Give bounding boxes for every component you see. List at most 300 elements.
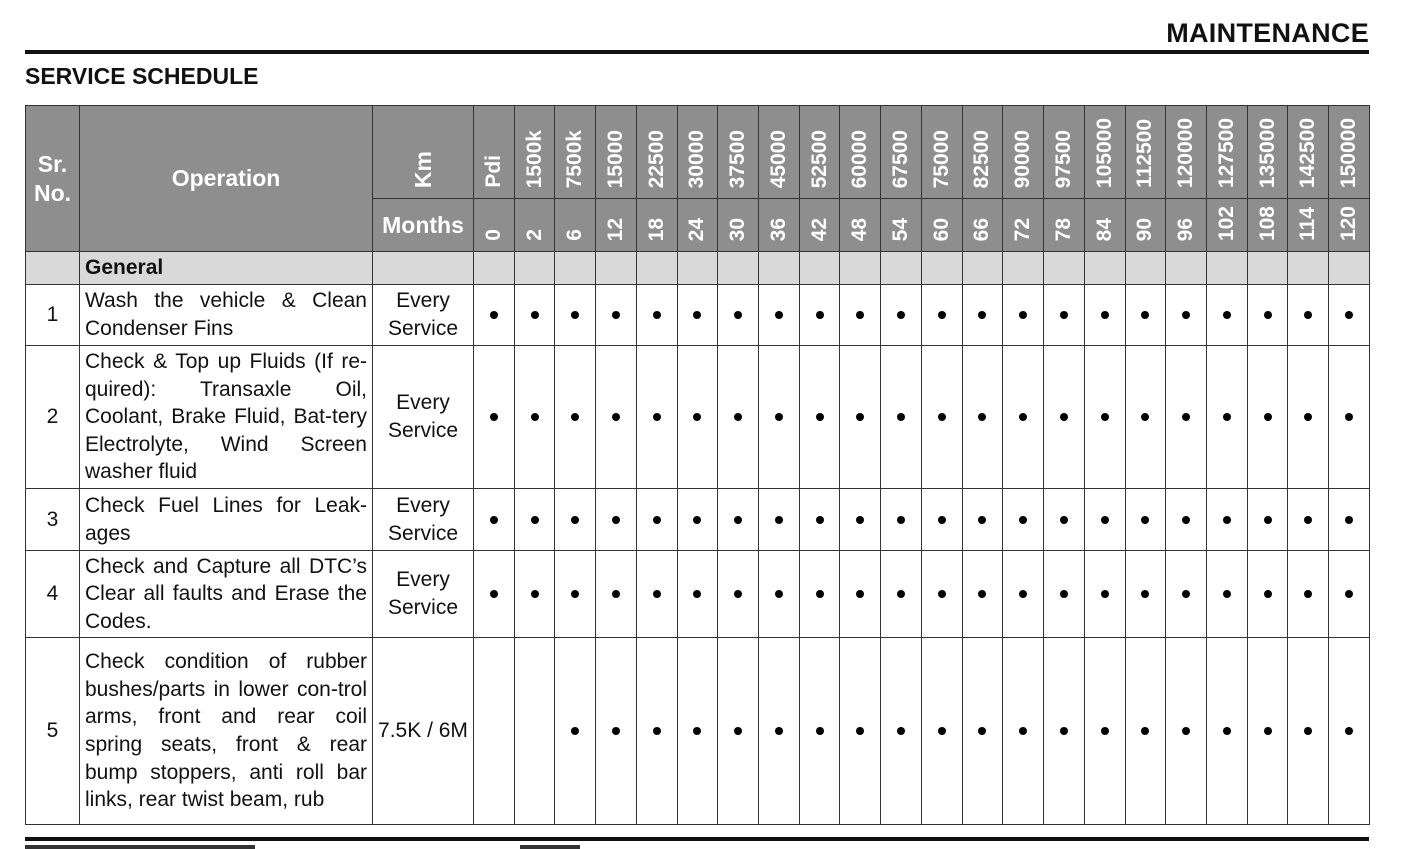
interval-text: Every Service: [373, 489, 474, 551]
top-rule: [25, 50, 1369, 54]
schedule-cell: [1084, 285, 1125, 346]
service-dot-icon: [1019, 516, 1027, 524]
schedule-cell: [677, 489, 718, 551]
service-dot-icon: [1141, 516, 1149, 524]
month-column-header: [921, 199, 962, 252]
service-dot-icon: [693, 516, 701, 524]
schedule-cell: [1166, 285, 1207, 346]
service-dot-icon: [1141, 727, 1149, 735]
km-value: 52500: [807, 129, 831, 188]
schedule-cell: [555, 551, 596, 638]
schedule-cell: [1044, 489, 1085, 551]
month-column-header: [759, 199, 800, 252]
service-dot-icon: [938, 311, 946, 319]
service-dot-icon: [653, 413, 661, 421]
km-column-header: [1044, 106, 1085, 199]
group-empty-cell: [1166, 252, 1207, 285]
interval-text: Every Service: [373, 551, 474, 638]
service-dot-icon: [1223, 413, 1231, 421]
service-dot-icon: [571, 590, 579, 598]
km-value: 105000: [1092, 117, 1116, 188]
schedule-cell: [718, 638, 759, 825]
service-dot-icon: [816, 590, 824, 598]
service-dot-icon: [856, 590, 864, 598]
schedule-cell: [962, 285, 1003, 346]
service-dot-icon: [978, 727, 986, 735]
service-dot-icon: [653, 311, 661, 319]
schedule-cell: [636, 489, 677, 551]
service-dot-icon: [816, 516, 824, 524]
schedule-cell: [555, 489, 596, 551]
service-dot-icon: [734, 590, 742, 598]
service-dot-icon: [1101, 590, 1109, 598]
service-dot-icon: [653, 516, 661, 524]
service-dot-icon: [531, 590, 539, 598]
service-dot-icon: [897, 590, 905, 598]
schedule-cell: [514, 638, 555, 825]
service-dot-icon: [1060, 516, 1068, 524]
service-dot-icon: [612, 516, 620, 524]
service-dot-icon: [1304, 590, 1312, 598]
service-dot-icon: [693, 590, 701, 598]
month-value: 108: [1255, 205, 1279, 241]
month-column-header: [1247, 199, 1288, 252]
service-dot-icon: [1223, 311, 1231, 319]
month-column-header: [474, 199, 515, 252]
km-value: 7500k: [563, 129, 587, 188]
schedule-cell: [514, 489, 555, 551]
schedule-cell: [1206, 489, 1247, 551]
schedule-cell: [759, 285, 800, 346]
km-value: 135000: [1255, 117, 1279, 188]
schedule-cell: [921, 489, 962, 551]
schedule-cell: [1329, 346, 1370, 489]
month-column-header: [1288, 199, 1329, 252]
schedule-cell: [1003, 346, 1044, 489]
schedule-cell: [1166, 346, 1207, 489]
schedule-cell: [881, 285, 922, 346]
month-column-header: [636, 199, 677, 252]
schedule-cell: [1329, 285, 1370, 346]
service-dot-icon: [856, 516, 864, 524]
schedule-cell: [636, 285, 677, 346]
service-dot-icon: [653, 590, 661, 598]
table-row: [26, 285, 1370, 346]
service-dot-icon: [1101, 727, 1109, 735]
group-empty-cell: [596, 252, 637, 285]
service-dot-icon: [531, 413, 539, 421]
schedule-cell: [921, 346, 962, 489]
schedule-cell: [1084, 346, 1125, 489]
sr-number: 4: [26, 551, 80, 638]
service-dot-icon: [1060, 590, 1068, 598]
month-value: 102: [1214, 205, 1238, 241]
service-dot-icon: [734, 311, 742, 319]
service-dot-icon: [571, 311, 579, 319]
schedule-cell: [677, 285, 718, 346]
month-column-header: [881, 199, 922, 252]
service-dot-icon: [1264, 413, 1272, 421]
schedule-cell: [840, 638, 881, 825]
service-dot-icon: [1141, 311, 1149, 319]
service-dot-icon: [490, 590, 498, 598]
km-value: 150000: [1336, 117, 1360, 188]
service-dot-icon: [1182, 311, 1190, 319]
service-dot-icon: [1060, 413, 1068, 421]
schedule-cell: [718, 285, 759, 346]
km-column-header: [1166, 106, 1207, 199]
month-value: 48: [848, 217, 872, 241]
schedule-cell: [881, 489, 922, 551]
group-empty-cell: [1044, 252, 1085, 285]
schedule-cell: [636, 346, 677, 489]
service-dot-icon: [612, 413, 620, 421]
month-value: 2: [522, 229, 546, 241]
service-dot-icon: [612, 311, 620, 319]
km-column-header: [1288, 106, 1329, 199]
km-value: 127500: [1214, 117, 1238, 188]
schedule-cell: [1288, 489, 1329, 551]
km-column-header: [718, 106, 759, 199]
header-row-km: [26, 106, 1370, 199]
schedule-cell: [921, 285, 962, 346]
group-interval-cell: [373, 252, 474, 285]
km-column-header: [1084, 106, 1125, 199]
schedule-cell: [1003, 489, 1044, 551]
month-column-header: [1084, 199, 1125, 252]
month-value: 84: [1092, 217, 1116, 241]
schedule-cell: [881, 346, 922, 489]
schedule-cell: [1125, 285, 1166, 346]
schedule-cell: [1084, 638, 1125, 825]
schedule-cell: [1247, 285, 1288, 346]
schedule-cell: [1247, 489, 1288, 551]
schedule-cell: [1125, 638, 1166, 825]
schedule-cell: [1206, 551, 1247, 638]
table-row: [26, 551, 1370, 638]
service-dot-icon: [693, 727, 701, 735]
schedule-cell: [474, 638, 515, 825]
schedule-cell: [1084, 551, 1125, 638]
schedule-cell: [840, 346, 881, 489]
month-value: 30: [726, 217, 750, 241]
schedule-cell: [1044, 285, 1085, 346]
service-dot-icon: [978, 311, 986, 319]
km-value: 75000: [929, 129, 953, 188]
service-schedule-table: [25, 105, 1370, 825]
service-dot-icon: [1264, 590, 1272, 598]
month-value: 0: [481, 229, 505, 241]
sr-number: 3: [26, 489, 80, 551]
service-dot-icon: [1141, 413, 1149, 421]
group-empty-cell: [1206, 252, 1247, 285]
km-column-header: [881, 106, 922, 199]
month-column-header: [677, 199, 718, 252]
group-empty-cell: [1288, 252, 1329, 285]
service-dot-icon: [1304, 727, 1312, 735]
table-row: [26, 638, 1370, 825]
km-value: 142500: [1296, 117, 1320, 188]
schedule-cell: [596, 489, 637, 551]
schedule-cell: [799, 346, 840, 489]
km-column-header: [1329, 106, 1370, 199]
schedule-cell: [962, 346, 1003, 489]
km-value: 37500: [726, 129, 750, 188]
service-dot-icon: [1223, 727, 1231, 735]
service-dot-icon: [1304, 516, 1312, 524]
group-empty-cell: [799, 252, 840, 285]
schedule-cell: [799, 638, 840, 825]
service-dot-icon: [490, 413, 498, 421]
operation-text: Check Fuel Lines for Leak-ages: [80, 489, 373, 551]
schedule-cell: [514, 551, 555, 638]
month-value: 24: [685, 217, 709, 241]
group-empty-cell: [1329, 252, 1370, 285]
km-column-header: [596, 106, 637, 199]
group-label: General: [80, 252, 373, 285]
schedule-cell: [677, 346, 718, 489]
km-column-header: [1003, 106, 1044, 199]
sr-number: 1: [26, 285, 80, 346]
service-dot-icon: [897, 413, 905, 421]
service-dot-icon: [490, 516, 498, 524]
interval-text: Every Service: [373, 285, 474, 346]
service-dot-icon: [571, 727, 579, 735]
service-dot-icon: [612, 590, 620, 598]
group-empty-cell: [677, 252, 718, 285]
month-column-header: [1206, 199, 1247, 252]
schedule-cell: [718, 489, 759, 551]
km-header-label: Km: [409, 150, 436, 188]
schedule-cell: [1329, 551, 1370, 638]
months-header: Months: [373, 199, 474, 252]
schedule-cell: [1247, 638, 1288, 825]
schedule-cell: [840, 285, 881, 346]
schedule-cell: [962, 551, 1003, 638]
schedule-cell: [1166, 638, 1207, 825]
schedule-cell: [555, 638, 596, 825]
month-value: 120: [1336, 205, 1360, 241]
km-value: 82500: [970, 129, 994, 188]
km-column-header: [677, 106, 718, 199]
service-dot-icon: [978, 516, 986, 524]
km-column-header: [474, 106, 515, 199]
service-dot-icon: [1345, 727, 1353, 735]
schedule-cell: [1084, 489, 1125, 551]
service-dot-icon: [816, 727, 824, 735]
schedule-cell: [1288, 285, 1329, 346]
interval-text: 7.5K / 6M: [373, 638, 474, 825]
month-value: 96: [1174, 217, 1198, 241]
month-column-header: [799, 199, 840, 252]
schedule-cell: [1044, 346, 1085, 489]
schedule-cell: [1125, 551, 1166, 638]
service-dot-icon: [1019, 727, 1027, 735]
service-dot-icon: [693, 413, 701, 421]
km-column-header: [799, 106, 840, 199]
km-value: 1500k: [522, 129, 546, 188]
schedule-cell: [677, 551, 718, 638]
schedule-cell: [1329, 489, 1370, 551]
group-empty-cell: [1003, 252, 1044, 285]
group-empty-cell: [962, 252, 1003, 285]
operation-text: Wash the vehicle & Clean Condenser Fins: [80, 285, 373, 346]
schedule-cell: [1206, 638, 1247, 825]
page-title: SERVICE SCHEDULE: [25, 63, 259, 89]
sr-number: 2: [26, 346, 80, 489]
schedule-cell: [1288, 346, 1329, 489]
schedule-cell: [1003, 285, 1044, 346]
schedule-cell: [921, 638, 962, 825]
group-empty-cell: [474, 252, 515, 285]
service-dot-icon: [1345, 311, 1353, 319]
group-empty-cell: [718, 252, 759, 285]
schedule-cell: [1125, 346, 1166, 489]
schedule-cell: [596, 285, 637, 346]
schedule-cell: [799, 551, 840, 638]
schedule-cell: [718, 346, 759, 489]
schedule-cell: [474, 285, 515, 346]
schedule-cell: [1166, 551, 1207, 638]
service-dot-icon: [531, 516, 539, 524]
schedule-cell: [840, 551, 881, 638]
service-dot-icon: [734, 516, 742, 524]
service-dot-icon: [897, 727, 905, 735]
service-dot-icon: [897, 311, 905, 319]
service-dot-icon: [1060, 727, 1068, 735]
month-value: 90: [1133, 217, 1157, 241]
service-dot-icon: [1019, 590, 1027, 598]
sr-number: 5: [26, 638, 80, 825]
schedule-cell: [1329, 638, 1370, 825]
service-dot-icon: [978, 590, 986, 598]
schedule-cell: [759, 489, 800, 551]
schedule-cell: [596, 551, 637, 638]
schedule-cell: [881, 638, 922, 825]
schedule-cell: [596, 346, 637, 489]
schedule-cell: [1166, 489, 1207, 551]
service-dot-icon: [938, 590, 946, 598]
km-column-header: [921, 106, 962, 199]
srno-header: Sr. No.: [26, 106, 80, 252]
service-dot-icon: [1182, 590, 1190, 598]
schedule-cell: [514, 285, 555, 346]
month-column-header: [1125, 199, 1166, 252]
month-value: 6: [563, 229, 587, 241]
service-dot-icon: [612, 727, 620, 735]
bottom-fragment: [25, 845, 255, 849]
km-column-header: [514, 106, 555, 199]
service-dot-icon: [1019, 311, 1027, 319]
service-dot-icon: [1264, 516, 1272, 524]
schedule-cell: [799, 285, 840, 346]
service-dot-icon: [775, 516, 783, 524]
operation-text: Check and Capture all DTC’s Clear all faults and Erase the Codes.: [80, 551, 373, 638]
operation-text: Check condition of rubber bushes/parts in lower con-trol arms, front and rear coil spring seats, front & rear bump stoppers, anti roll bar links, rear twist beam, rub: [80, 638, 373, 825]
page-section-header: MAINTENANCE: [1166, 18, 1369, 48]
service-dot-icon: [653, 727, 661, 735]
service-dot-icon: [775, 413, 783, 421]
service-dot-icon: [856, 727, 864, 735]
schedule-cell: [1247, 551, 1288, 638]
service-dot-icon: [1182, 516, 1190, 524]
schedule-cell: [474, 551, 515, 638]
group-empty-cell: [840, 252, 881, 285]
operation-header: Operation: [80, 106, 373, 252]
schedule-cell: [514, 346, 555, 489]
schedule-cell: [474, 489, 515, 551]
service-dot-icon: [571, 516, 579, 524]
schedule-cell: [799, 489, 840, 551]
service-dot-icon: [1141, 590, 1149, 598]
schedule-cell: [840, 489, 881, 551]
schedule-cell: [474, 346, 515, 489]
km-value: 97500: [1051, 129, 1075, 188]
service-dot-icon: [1060, 311, 1068, 319]
service-dot-icon: [693, 311, 701, 319]
month-column-header: [596, 199, 637, 252]
group-empty-cell: [1084, 252, 1125, 285]
schedule-cell: [1044, 638, 1085, 825]
interval-text: Every Service: [373, 346, 474, 489]
km-value: 67500: [889, 129, 913, 188]
month-value: 78: [1051, 217, 1075, 241]
schedule-cell: [759, 346, 800, 489]
km-column-header: [840, 106, 881, 199]
service-dot-icon: [1101, 413, 1109, 421]
km-value: 112500: [1133, 119, 1157, 188]
month-column-header: [718, 199, 759, 252]
schedule-cell: [1288, 551, 1329, 638]
schedule-cell: [718, 551, 759, 638]
month-column-header: [555, 199, 596, 252]
operation-text: Check & Top up Fluids (If re-quired): Transaxle Oil, Coolant, Brake Fluid, Bat-tery Electrolyte, Wind Screen washer fluid: [80, 346, 373, 489]
service-dot-icon: [1223, 516, 1231, 524]
service-dot-icon: [734, 413, 742, 421]
service-dot-icon: [856, 311, 864, 319]
km-value: Pdi: [481, 155, 505, 188]
service-dot-icon: [1264, 727, 1272, 735]
service-dot-icon: [775, 590, 783, 598]
service-dot-icon: [1182, 727, 1190, 735]
service-dot-icon: [734, 727, 742, 735]
service-dot-icon: [897, 516, 905, 524]
group-empty-cell: [636, 252, 677, 285]
service-dot-icon: [978, 413, 986, 421]
km-column-header: [962, 106, 1003, 199]
km-value: 90000: [1011, 129, 1035, 188]
schedule-cell: [1288, 638, 1329, 825]
group-empty-cell: [1247, 252, 1288, 285]
km-value: 22500: [644, 129, 668, 188]
service-dot-icon: [938, 516, 946, 524]
schedule-cell: [759, 551, 800, 638]
km-value: 45000: [766, 129, 790, 188]
km-column-header: [1206, 106, 1247, 199]
group-row: [26, 252, 1370, 285]
schedule-cell: [881, 551, 922, 638]
km-value: 15000: [604, 129, 628, 188]
service-dot-icon: [1101, 516, 1109, 524]
group-sr-cell: [26, 252, 80, 285]
service-dot-icon: [938, 413, 946, 421]
schedule-cell: [1044, 551, 1085, 638]
group-empty-cell: [759, 252, 800, 285]
km-header: [373, 106, 474, 199]
km-value: 60000: [848, 129, 872, 188]
service-dot-icon: [775, 727, 783, 735]
service-dot-icon: [1101, 311, 1109, 319]
